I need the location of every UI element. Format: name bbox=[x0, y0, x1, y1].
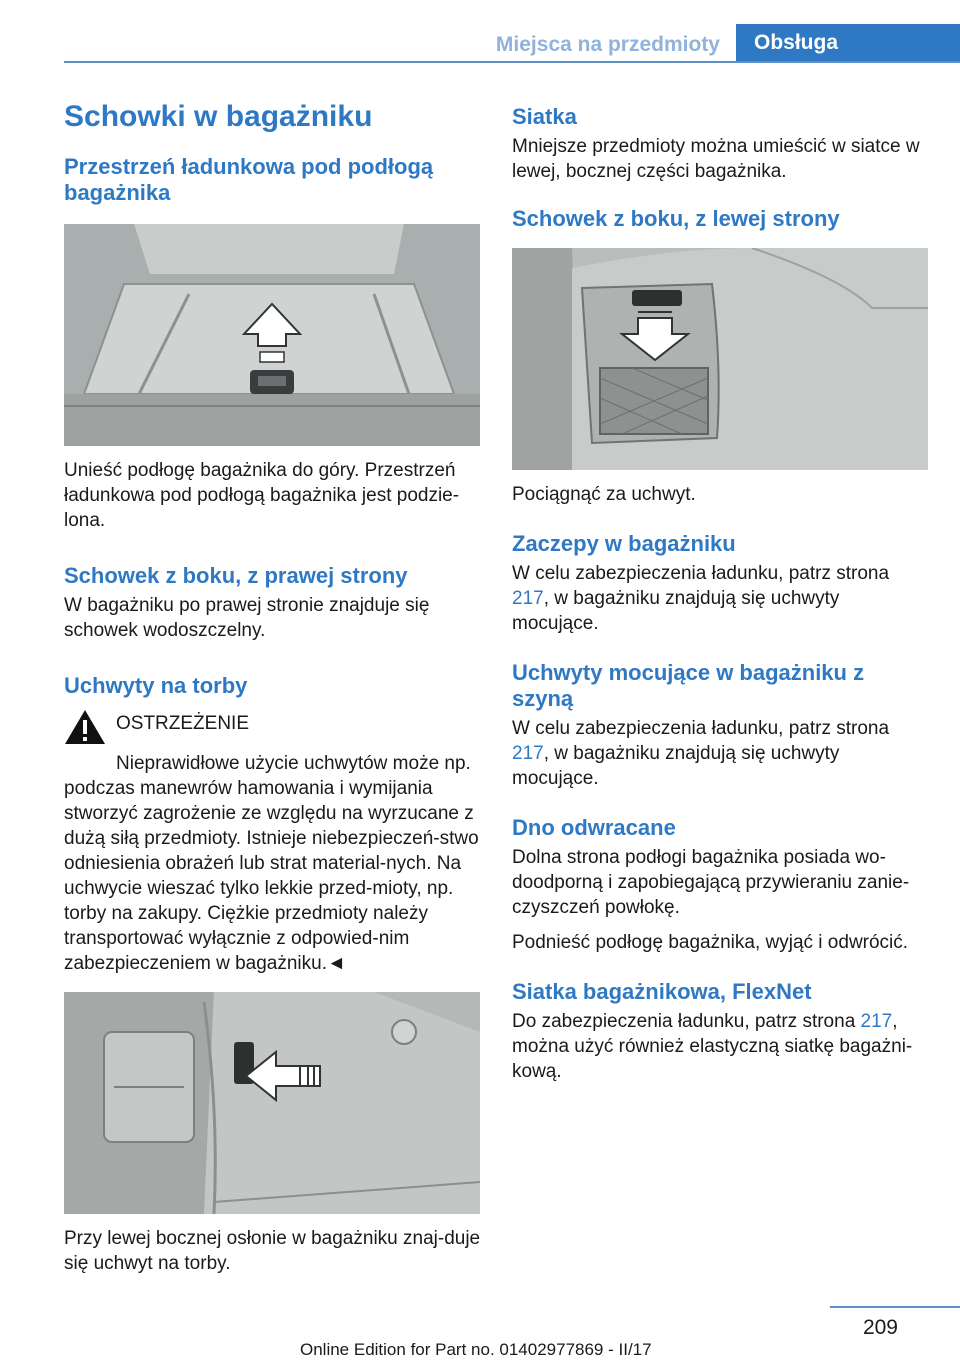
paragraph-bag-hooks: Przy lewej bocznej osłonie w bagażniku znaj-duje się uchwyt na torby. bbox=[64, 1228, 481, 1274]
heading-reversible-floor: Dno odwracane bbox=[512, 815, 676, 840]
heading-lashing-eyes: Zaczepy w bagażniku bbox=[512, 531, 736, 556]
right-column bbox=[512, 96, 930, 1084]
paragraph-reversible-floor-2: Podnieść podłogę bagażnika, wyjąć i odwrócić. bbox=[512, 932, 909, 953]
heading-left-side-compartment: Schowek z boku, z lewej strony bbox=[512, 206, 840, 231]
heading-flexnet: Siatka bagażnikowa, FlexNet bbox=[512, 979, 812, 1004]
paragraph-net: Mniejsze przedmioty można umieścić w siatce w lewej, bocznej części bagażnika. bbox=[512, 136, 920, 182]
bag-hook-illustration bbox=[64, 992, 480, 1214]
header-chapter-tab: Obsługa bbox=[736, 24, 960, 62]
paragraph-rail-anchors: W celu zabezpieczenia ładunku, patrz strona 217, w bagażniku znajdują się uchwyty mocujące. bbox=[512, 718, 890, 789]
heading-rail-anchors: Uchwyty mocujące w bagażniku z szyną bbox=[512, 660, 865, 711]
page-link-rail[interactable]: 217 bbox=[512, 743, 544, 764]
warning-triangle-icon bbox=[64, 709, 106, 745]
warning-title: OSTRZEŻENIE bbox=[116, 713, 250, 734]
paragraph-right-side-compartment: W bagażniku po prawej stronie znajduje się schowek wodoszczelny. bbox=[64, 595, 430, 641]
warning-block bbox=[64, 707, 482, 745]
left-column bbox=[64, 96, 482, 1276]
paragraph-reversible-floor-1: Dolna strona podłogi bagażnika posiada wo-doodporną i zapobiegającą przywieraniu zanie-czyszczeń powłokę. bbox=[512, 847, 910, 918]
footer-rule bbox=[830, 1306, 960, 1308]
page-number: 209 bbox=[862, 1316, 898, 1339]
paragraph-lashing-eyes: W celu zabezpieczenia ładunku, patrz strona 217, w bagażniku znajdują się uchwyty mocujące. bbox=[512, 563, 890, 634]
heading-net: Siatka bbox=[512, 104, 577, 129]
page-link-flexnet[interactable]: 217 bbox=[860, 1011, 893, 1032]
paragraph-left-side-compartment: Pociągnąć za uchwyt. bbox=[512, 484, 696, 505]
paragraph-cargo-area: Unieść podłogę bagażnika do góry. Przestrzeń ładunkowa pod podłogą bagażnika jest podzie-lona. bbox=[64, 460, 460, 531]
header-rule bbox=[64, 61, 960, 63]
edition-footer: Online Edition for Part no. 01402977869 - II/17 bbox=[300, 1340, 652, 1359]
paragraph-flexnet: Do zabezpieczenia ładunku, patrz strona 217, można użyć również elastyczną siatkę bagażni-kową. bbox=[512, 1011, 913, 1082]
warning-text: Nieprawidłowe użycie uchwytów może np. podczas manewrów hamowania i wymijania stworzyć zagrożenie ze względu na wyrzucane z dużą siłą przedmioty. Istnieje niebezpieczeń-stwo odniesienia obrażeń lub strat material-nych. Na uchwycie wieszać tylko lekkie przed-mioty, np. torby na zakupy. Ciężkie przedmioty należy transportować wyłącznie z odpowied-nim zabezpieczeniem w bagażniku.◄ bbox=[64, 753, 479, 974]
heading-bag-hooks: Uchwyty na torby bbox=[64, 673, 248, 698]
trunk-floor-illustration bbox=[64, 224, 480, 446]
left-compartment-illustration bbox=[512, 248, 928, 470]
header-section-title: Miejsca na przedmioty bbox=[495, 33, 720, 56]
page-title: Schowki w bagażniku bbox=[64, 100, 373, 133]
heading-cargo-area: Przestrzeń ładunkowa pod podłogą bagażnika bbox=[64, 154, 434, 205]
heading-right-side-compartment: Schowek z boku, z prawej strony bbox=[64, 563, 408, 588]
page-link-lashing[interactable]: 217 bbox=[512, 588, 544, 609]
